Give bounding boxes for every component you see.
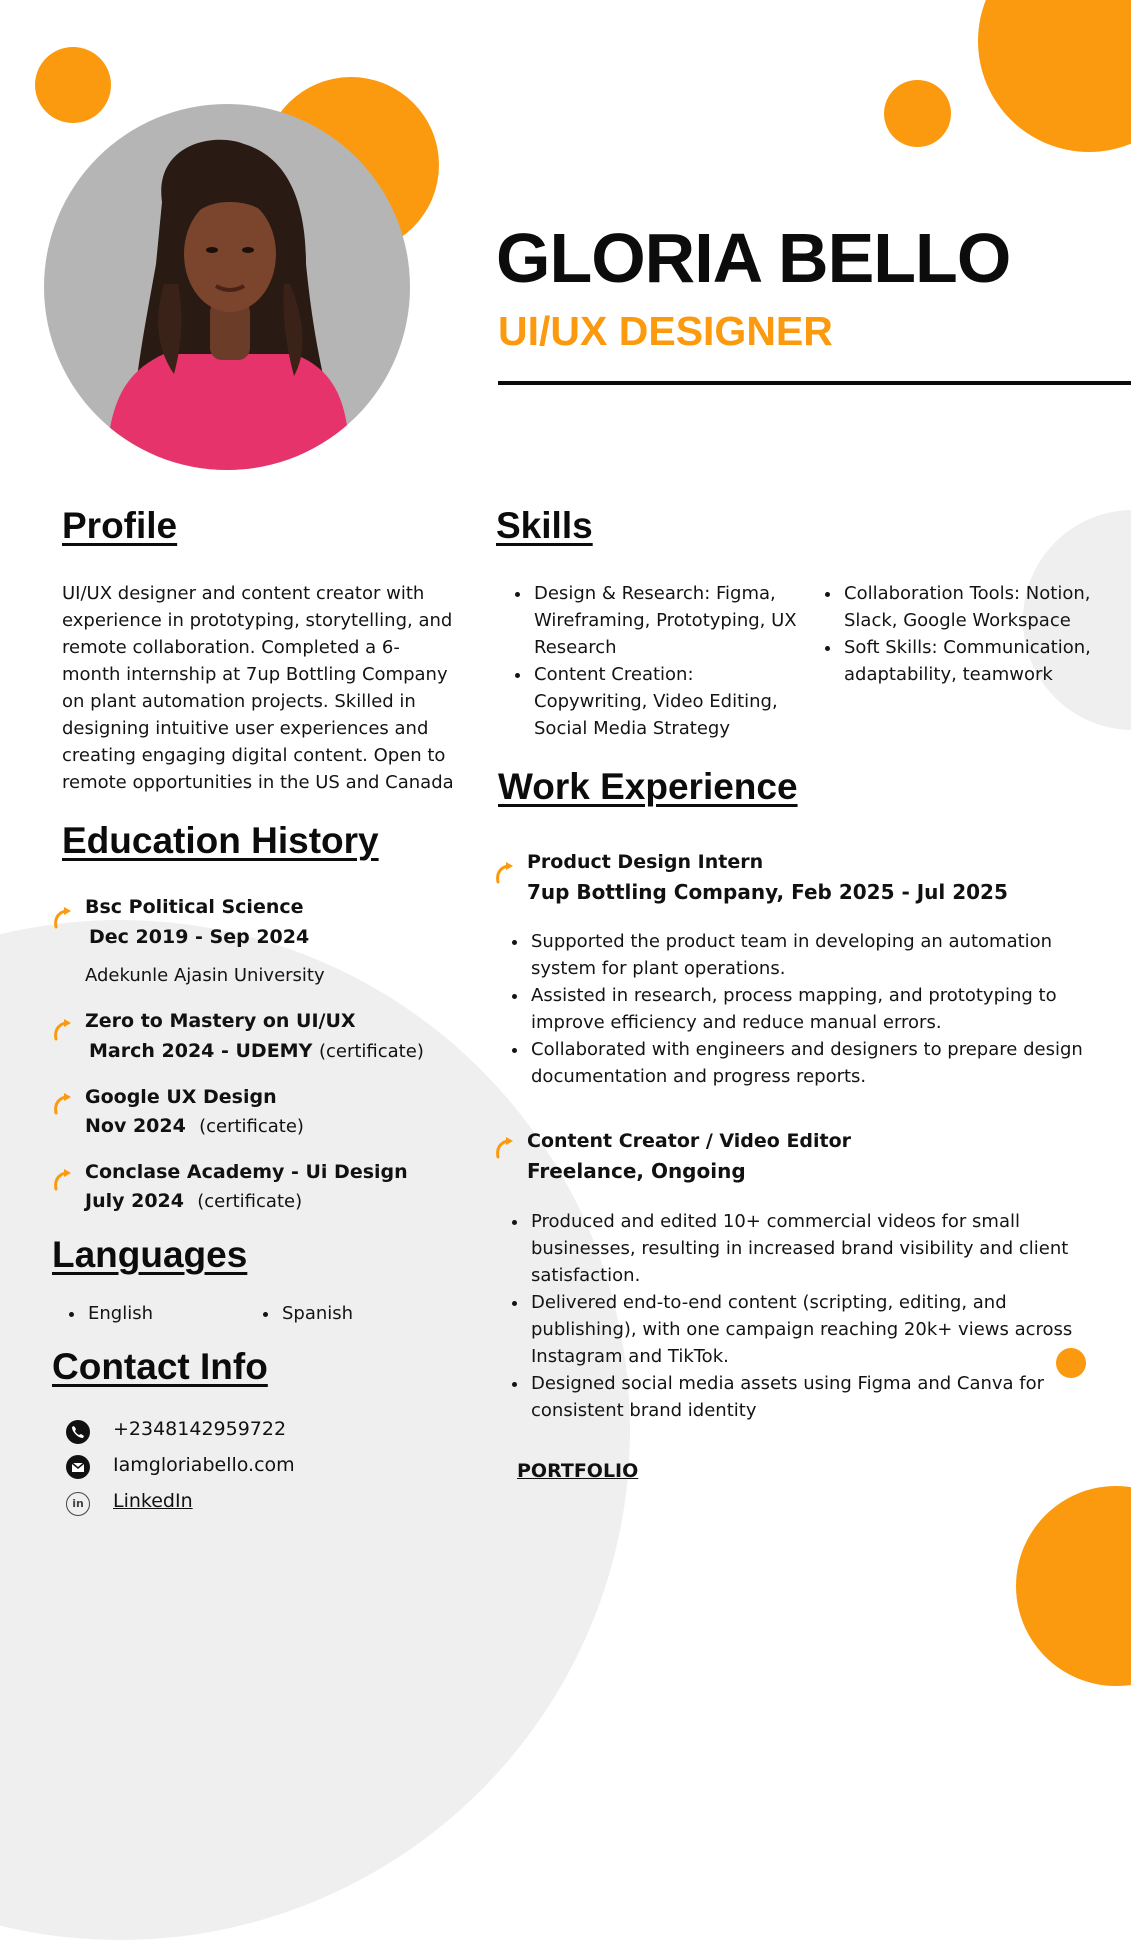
profile-line: UI/UX designer and content creator with <box>62 583 425 604</box>
phone-icon <box>66 1420 90 1444</box>
education-title: Google UX Design <box>85 1086 277 1108</box>
education-date-text: July 2024 <box>85 1190 184 1212</box>
header-divider <box>498 381 1131 385</box>
work-heading: Work Experience <box>498 766 798 807</box>
profile-line: remote opportunities in the US and Canada <box>62 772 454 793</box>
job-bullets <box>495 1208 1089 1424</box>
skills-heading: Skills <box>496 505 593 546</box>
skills-list-col1 <box>498 580 802 742</box>
profile-line: experience in prototyping, storytelling, and <box>62 610 453 631</box>
education-title: Bsc Political Science <box>85 896 304 918</box>
profile-text <box>62 580 472 796</box>
decor-orange-circle-small-top <box>884 80 951 147</box>
education-date-text: Nov 2024 <box>85 1115 186 1137</box>
candidate-role: UI/UX DESIGNER <box>498 308 833 354</box>
languages-heading: Languages <box>52 1234 248 1275</box>
job-title: Content Creator / Video Editor <box>527 1130 852 1152</box>
education-school: Adekunle Ajasin University <box>85 965 325 986</box>
skill-item: • Collaboration Tools: Notion, Slack, Google Workspace <box>842 580 1102 634</box>
education-date-text: March 2024 - UDEMY <box>89 1040 313 1062</box>
decor-orange-circle-top-left <box>35 47 111 123</box>
curved-arrow-icon <box>494 1135 516 1159</box>
profile-heading: Profile <box>62 505 178 546</box>
curved-arrow-icon <box>52 905 74 929</box>
contact-phone: +2348142959722 <box>113 1418 287 1440</box>
curved-arrow-icon <box>52 1091 74 1115</box>
skills-list-col2 <box>808 580 1102 688</box>
job-bullet: • Collaborated with engineers and designers to prepare design documentation and progress reports. <box>529 1036 1089 1090</box>
contact-heading: Contact Info <box>52 1346 268 1387</box>
contact-email[interactable]: Iamgloriabello.com <box>113 1454 295 1476</box>
skill-item: • Soft Skills: Communication, adaptability, teamwork <box>842 634 1102 688</box>
job-bullet: • Designed social media assets using Figma and Canva for consistent brand identity <box>529 1370 1089 1424</box>
profile-line: remote collaboration. Completed a 6- <box>62 637 400 658</box>
job-bullet: • Delivered end-to-end content (scripting, editing, and publishing), with one campaign reaching 20k+ views across Instagram and TikTok. <box>529 1289 1089 1370</box>
job-company: Freelance, Ongoing <box>527 1159 746 1183</box>
job-bullet: • Supported the product team in developing an automation system for plant operations. <box>529 928 1089 982</box>
profile-line: on plant automation projects. Skilled in <box>62 691 416 712</box>
education-date-text: Dec 2019 - Sep 2024 <box>89 926 310 948</box>
linkedin-icon: in <box>66 1492 90 1516</box>
education-heading: Education History <box>62 820 379 861</box>
portfolio-link[interactable]: PORTFOLIO <box>517 1460 639 1482</box>
profile-line: month internship at 7up Bottling Company <box>62 664 448 685</box>
candidate-name: GLORIA BELLO <box>496 219 1011 297</box>
email-icon <box>66 1455 90 1479</box>
education-note: (certificate) <box>318 1041 424 1062</box>
education-title: Conclase Academy - Ui Design <box>85 1161 408 1183</box>
job-bullets <box>495 928 1089 1090</box>
education-date <box>85 1111 304 1142</box>
language-item: • Spanish <box>280 1300 353 1327</box>
education-note: (certificate) <box>197 1191 303 1212</box>
profile-line: creating engaging digital content. Open to <box>62 745 446 766</box>
portrait-illustration <box>44 104 410 470</box>
curved-arrow-icon <box>52 1167 74 1191</box>
profile-photo <box>44 104 410 470</box>
education-note: (certificate) <box>199 1116 304 1137</box>
language-item: • English <box>86 1300 153 1327</box>
skill-item: • Content Creation: Copywriting, Video Editing, Social Media Strategy <box>532 661 802 742</box>
job-bullet: • Produced and edited 10+ commercial videos for small businesses, resulting in increased brand visibility and client satisfaction. <box>529 1208 1089 1289</box>
job-title: Product Design Intern <box>527 851 764 873</box>
curved-arrow-icon <box>52 1017 74 1041</box>
job-company: 7up Bottling Company, Feb 2025 - Jul 2025 <box>527 880 1008 904</box>
curved-arrow-icon <box>494 860 516 884</box>
languages-list-2 <box>246 1300 353 1327</box>
job-bullet: • Assisted in research, process mapping, and prototyping to improve efficiency and reduce manual errors. <box>529 982 1089 1036</box>
skill-item: • Design & Research: Figma, Wireframing, Prototyping, UX Research <box>532 580 802 661</box>
education-date <box>89 1036 424 1067</box>
decor-orange-circle-bottom-right <box>1016 1486 1131 1686</box>
education-title: Zero to Mastery on UI/UX <box>85 1010 356 1032</box>
education-date <box>89 922 309 952</box>
profile-line: designing intuitive user experiences and <box>62 718 429 739</box>
languages-list-1 <box>52 1300 153 1327</box>
education-date <box>85 1186 302 1217</box>
linkedin-link[interactable]: LinkedIn <box>113 1490 193 1512</box>
decor-orange-circle-top-right <box>978 0 1131 152</box>
